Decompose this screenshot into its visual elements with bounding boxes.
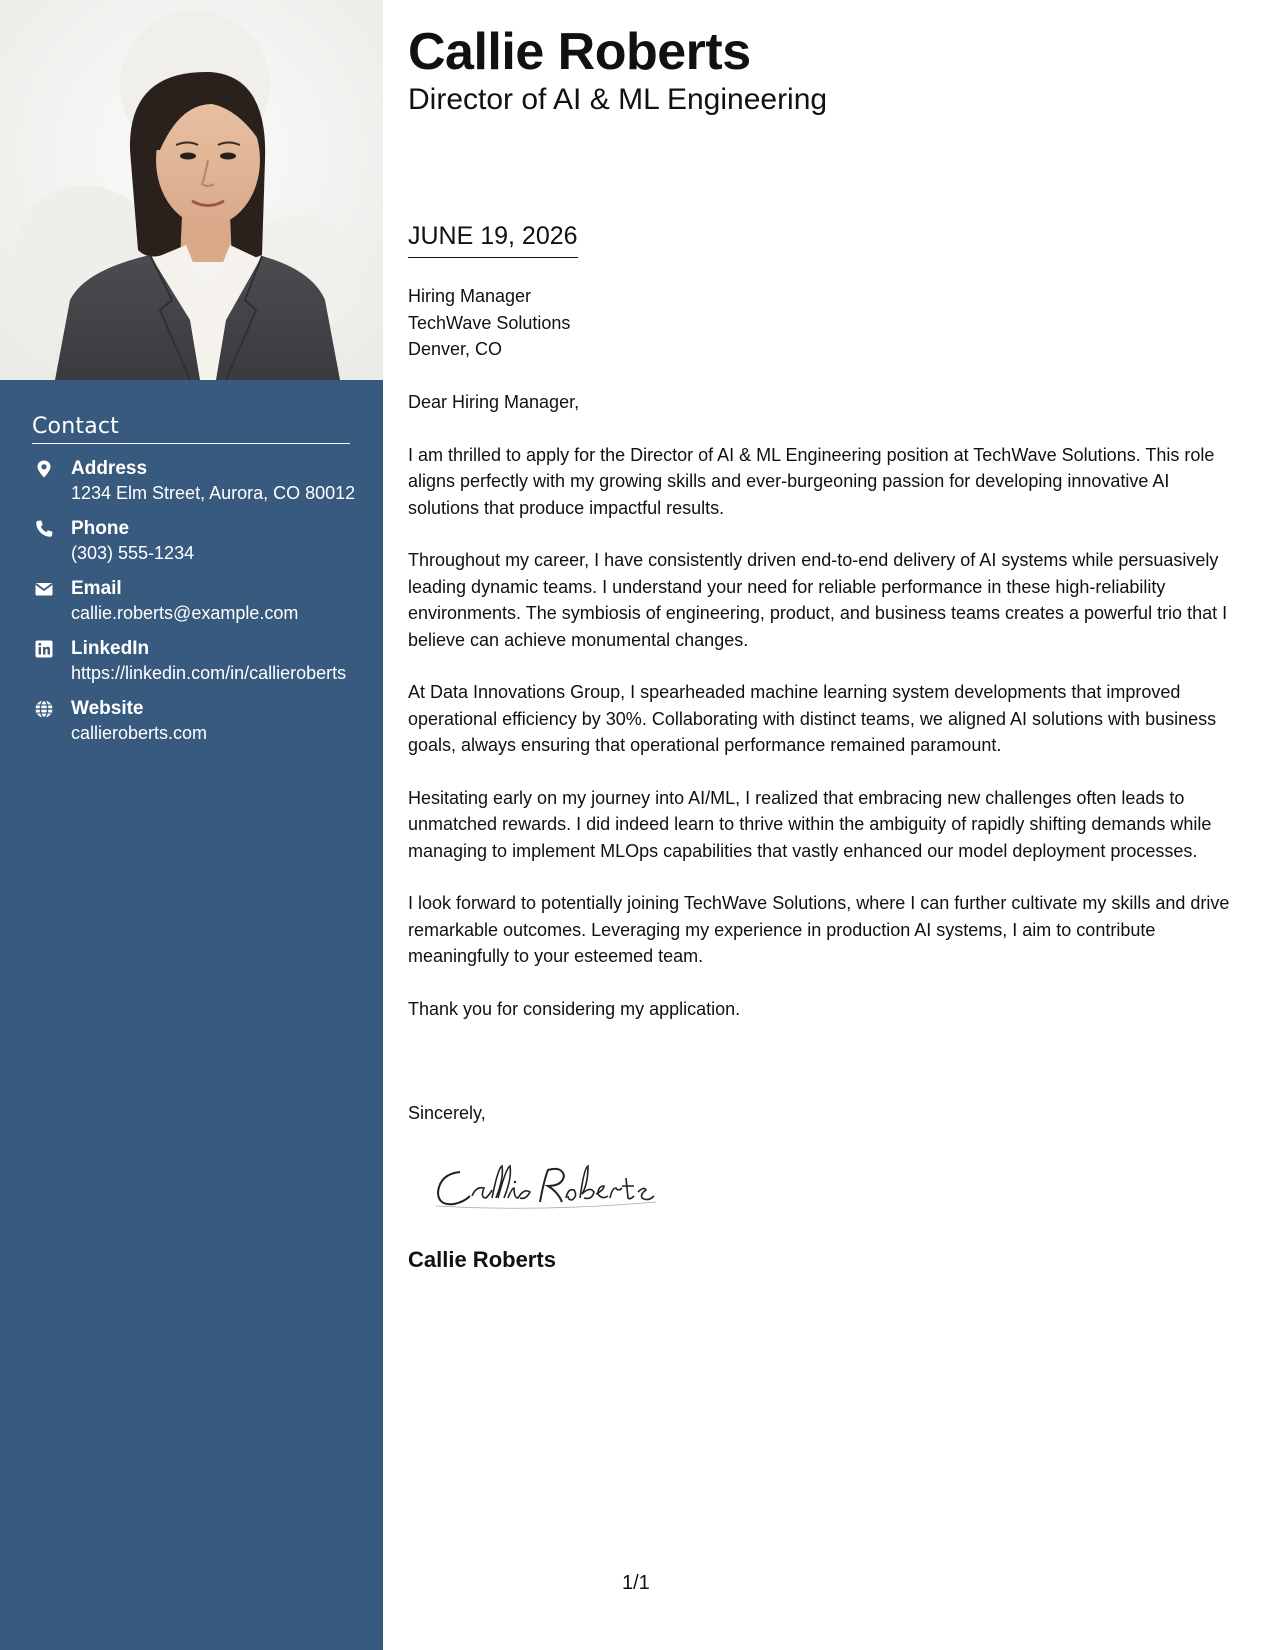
body-paragraph: Hesitating early on my journey into AI/ML, I realized that embracing new challenges often leads to unmatched rewards. I did indeed learn to thrive within the ambiguity of rapidly shifting demands while managing to implement MLOps capabilities that vastly enhanced our model deployment processes. <box>408 787 1212 861</box>
body-paragraph: At Data Innovations Group, I spearheaded machine learning system developments that improved operational efficiency by 30%. Collaborating with distinct teams, we aligned AI solutions with business goals, always ensuring that operational performance remained paramount. <box>408 682 1217 755</box>
website-link[interactable]: callieroberts.com <box>71 723 208 743</box>
map-pin-icon <box>34 459 54 479</box>
contact-item-website <box>32 697 362 745</box>
contact-item-linkedin <box>32 637 362 685</box>
sidebar <box>0 0 383 1650</box>
linkedin-link[interactable]: https://linkedin.com/in/callieroberts <box>71 663 347 683</box>
contact-label: Website <box>71 698 144 719</box>
signed-name: Callie Roberts <box>408 1247 556 1272</box>
phone-icon <box>34 519 54 539</box>
contact-label: Phone <box>71 518 130 539</box>
recipient-line: Denver, CO <box>408 339 503 359</box>
greeting: Dear Hiring Manager, <box>408 392 580 412</box>
contact-heading: Contact <box>32 414 350 444</box>
email-link[interactable]: callie.roberts@example.com <box>71 603 299 623</box>
recipient-line: Hiring Manager <box>408 286 532 306</box>
letter-date: JUNE 19, 2026 <box>408 222 578 258</box>
recipient-block <box>408 283 570 363</box>
applicant-name: Callie Roberts <box>408 23 751 81</box>
linkedin-icon <box>34 639 54 659</box>
body-paragraph: Thank you for considering my application. <box>408 998 741 1019</box>
phone-value: (303) 555-1234 <box>71 543 195 563</box>
applicant-title: Director of AI & ML Engineering <box>408 83 828 116</box>
contact-label: Email <box>71 578 122 599</box>
body-paragraph: Throughout my career, I have consistently driven end-to-end delivery of AI systems while persuasively leading dynamic teams. I understand your need for reliable performance in these high-reliability environments. The symbiosis of engineering, product, and business teams creates a powerful trio that I believe can achieve monumental changes. <box>408 550 1228 650</box>
recipient-line: TechWave Solutions <box>408 312 571 333</box>
body-paragraph: I am thrilled to apply for the Director of AI & ML Engineering position at TechWave Solutions. This role aligns perfectly with my growing skills and ever-burgeoning passion for developing innovative AI solutions that produce impactful results. <box>408 444 1215 518</box>
contact-label: Address <box>71 458 148 479</box>
envelope-icon <box>34 579 54 599</box>
profile-photo <box>0 0 383 380</box>
page-number: 1/1 <box>622 1572 650 1594</box>
closing: Sincerely, <box>408 1103 486 1123</box>
contact-item-phone <box>32 517 362 565</box>
contact-list <box>32 457 362 757</box>
contact-label: LinkedIn <box>71 638 150 659</box>
body-paragraph: I look forward to potentially joining TechWave Solutions, where I can further cultivate my skills and drive remarkable outcomes. Leveraging my experience in production AI systems, I aim to contribute meaningfully to your esteemed team. <box>408 893 1230 966</box>
letter-body <box>408 389 1243 1048</box>
contact-item-address <box>32 457 362 505</box>
handwritten-signature <box>432 1158 662 1223</box>
globe-icon <box>34 699 54 719</box>
address-value: 1234 Elm Street, Aurora, CO 80012 <box>71 483 356 503</box>
contact-item-email <box>32 577 362 625</box>
